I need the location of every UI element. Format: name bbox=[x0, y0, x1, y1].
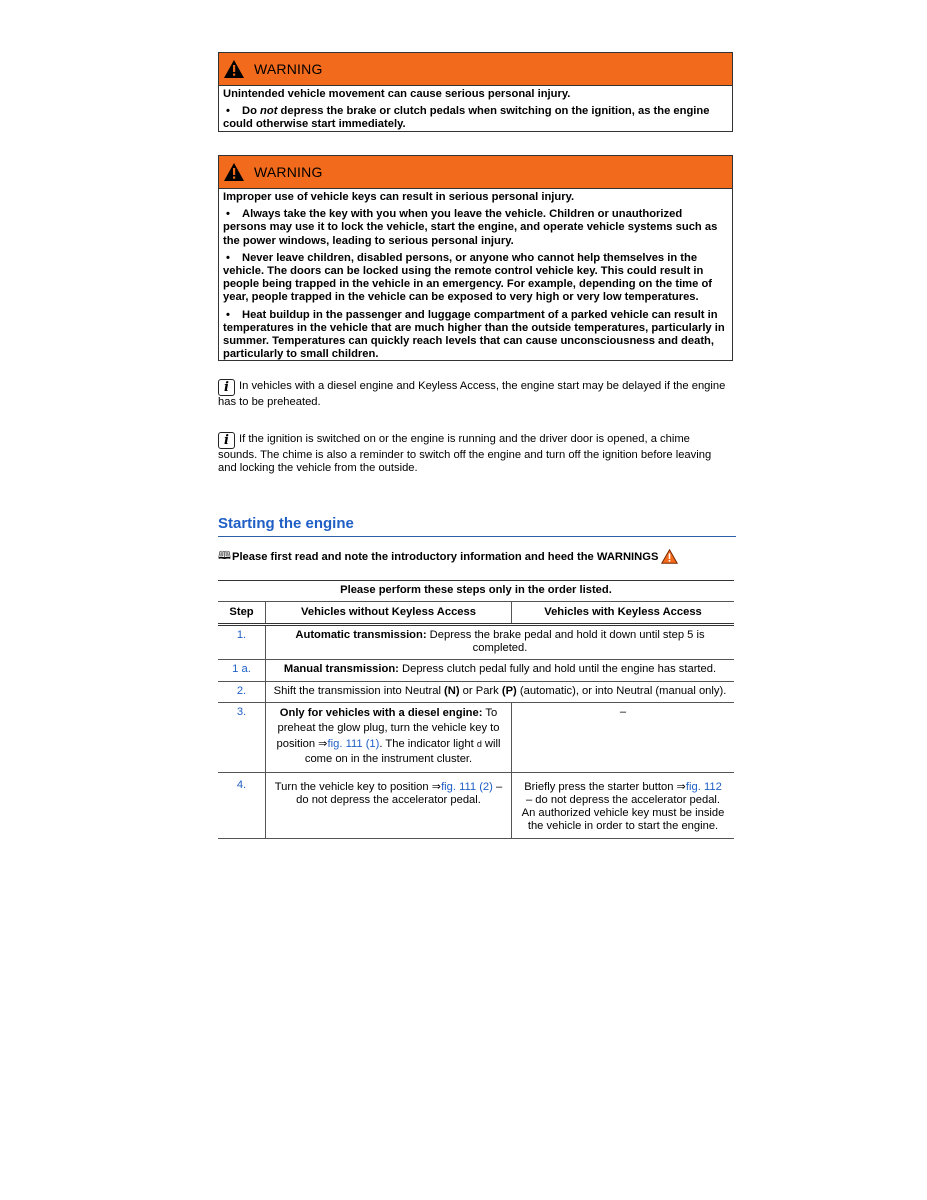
info-note-text: In vehicles with a diesel engine and Keyless Access, the engine start may be delayed if the engine has to be preheated. bbox=[218, 380, 726, 408]
warning-bullet: • Always take the key with you when you leave the vehicle. Children or unauthorized persons may use it to lock the vehicle, start the engine, and operate vehicle systems such as the power windows, leading to serious personal injury. bbox=[223, 208, 718, 247]
warning-triangle-icon bbox=[223, 59, 245, 79]
table-row bbox=[218, 660, 734, 681]
fig-link[interactable]: fig. 111 (2) bbox=[441, 780, 493, 793]
step-text: Shift the transmission into Neutral (N) or Park (P) (automatic), or into Neutral (manual only). bbox=[266, 681, 735, 702]
step-number: 2. bbox=[218, 681, 266, 702]
warning-triangle-icon[interactable] bbox=[661, 549, 678, 564]
step-number: 3. bbox=[218, 702, 266, 772]
warning-header bbox=[219, 156, 732, 189]
table-row bbox=[218, 681, 734, 702]
step-text-with-keyless: – bbox=[512, 702, 735, 772]
warning-triangle-icon bbox=[223, 162, 245, 182]
steps-table bbox=[218, 580, 734, 839]
warning-title: WARNING bbox=[254, 61, 323, 77]
step-number: 1 a. bbox=[218, 660, 266, 681]
table-row bbox=[218, 625, 734, 660]
fig-link[interactable]: fig. 111 (1) bbox=[327, 737, 380, 750]
info-note bbox=[218, 432, 728, 475]
warning-lead: Improper use of vehicle keys can result in serious personal injury. bbox=[223, 191, 575, 203]
step-number: 4. bbox=[218, 772, 266, 838]
warning-header bbox=[219, 53, 732, 86]
step-text: Manual transmission: Depress clutch pedal fully and hold until the engine has started. bbox=[266, 660, 735, 681]
warning-bullet: • Do not depress the brake or clutch pedals when switching on the ignition, as the engine could otherwise start immediately. bbox=[223, 105, 710, 131]
table-caption: Please perform these steps only in the order listed. bbox=[218, 581, 734, 602]
step-text-with-keyless: Briefly press the starter button ⇒fig. 112 – do not depress the accelerator pedal. An authorized vehicle key must be inside the vehicle in order to start the engine. bbox=[512, 772, 735, 838]
warning-box-movement bbox=[218, 52, 733, 132]
warning-lead: Unintended vehicle movement can cause serious personal injury. bbox=[223, 88, 571, 100]
info-icon: i bbox=[218, 432, 235, 449]
column-header-with-keyless: Vehicles with Keyless Access bbox=[512, 602, 735, 625]
step-number: 1. bbox=[218, 625, 266, 660]
read-first-notice bbox=[218, 547, 678, 566]
warning-bullet: • Heat buildup in the passenger and luggage compartment of a parked vehicle can result in temperatures in the vehicle that are much higher than the outside temperatures, particularly in summer. Temperatures can quickly reach levels that can cause unconsciousness and death, particularly to small children. bbox=[223, 308, 725, 361]
info-note bbox=[218, 379, 728, 409]
step-text: Automatic transmission: Depress the brake pedal and hold it down until step 5 is completed. bbox=[266, 625, 735, 660]
step-text-without-keyless: Only for vehicles with a diesel engine: To preheat the glow plug, turn the vehicle key to position ⇒fig. 111 (1). The indicator light d will come on in the instrument cluster. bbox=[266, 702, 512, 772]
info-note-text: If the ignition is switched on or the engine is running and the driver door is opened, a chime sounds. The chime is also a reminder to switch off the engine and turn off the ignition before leaving and locking the vehicle from the outside. bbox=[218, 433, 712, 475]
fig-link[interactable]: fig. 112 bbox=[685, 780, 722, 793]
glow-plug-indicator-icon: d bbox=[476, 738, 482, 749]
table-row bbox=[218, 772, 734, 838]
column-header-step: Step bbox=[218, 602, 266, 625]
warning-title: WARNING bbox=[254, 164, 323, 180]
read-first-link[interactable]: Please first read and note the introductory information and heed the WARNINGS bbox=[231, 550, 659, 563]
info-icon: i bbox=[218, 379, 235, 396]
warning-box-keys bbox=[218, 155, 733, 361]
book-icon: 🕮 bbox=[218, 550, 231, 562]
step-text-without-keyless: Turn the vehicle key to position ⇒fig. 111 (2) – do not depress the accelerator pedal. bbox=[266, 772, 512, 838]
column-header-without-keyless: Vehicles without Keyless Access bbox=[266, 602, 512, 625]
section-heading: Starting the engine bbox=[218, 515, 736, 537]
warning-bullet: • Never leave children, disabled persons, or anyone who cannot help themselves in the vehicle. The doors can be locked using the remote control vehicle key. This could result in people being trapped in the vehicle in an emergency. For example, depending on the time of year, people trapped in the vehicle can be exposed to very high or very low temperatures. bbox=[223, 251, 713, 304]
table-row bbox=[218, 702, 734, 772]
